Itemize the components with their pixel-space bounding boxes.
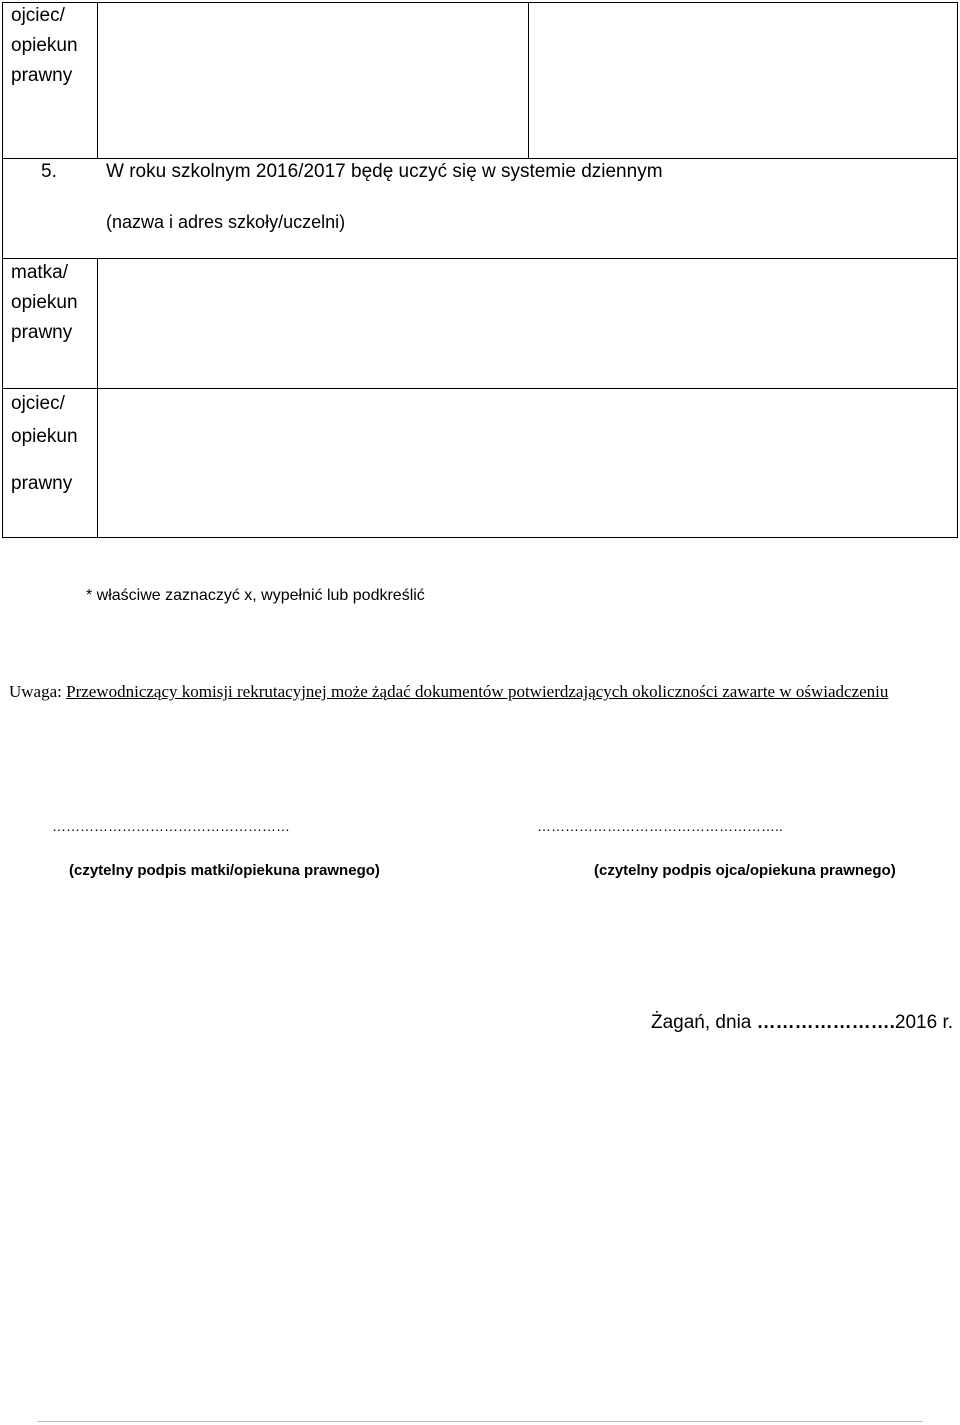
uwaga-prefix: Uwaga: (9, 682, 67, 701)
section-number: 5. (41, 161, 57, 182)
date-dots: …………………. (756, 1012, 895, 1033)
place-date (651, 1012, 953, 1034)
section-title: W roku szkolnym 2016/2017 będę uczyć się w systemie dziennym (106, 161, 663, 182)
label-column-divider-bottom (97, 258, 98, 538)
mother-label (11, 258, 78, 348)
uwaga-text: Przewodniczący komisji rekrutacyjnej może żądać dokumentów potwierdzających okoliczności zawarte w oświadczeniu (66, 682, 889, 701)
label-line: ojciec/ (11, 5, 65, 26)
note-text: * właściwe zaznaczyć x, wypełnić lub podkreślić (86, 587, 425, 604)
label-line: opiekun (11, 426, 78, 447)
label-line: prawny (11, 65, 73, 86)
label-line: ojciec/ (11, 393, 65, 414)
row-divider-2 (3, 258, 957, 259)
row-divider-3 (3, 388, 957, 389)
label-line: prawny (11, 322, 73, 343)
footer-rule (37, 1421, 923, 1422)
mother-signature-line: …………………………………………… (52, 818, 290, 834)
form-table (2, 2, 958, 538)
uwaga-paragraph (9, 679, 939, 705)
father-label-bottom (11, 389, 78, 509)
label-line: prawny (11, 473, 73, 494)
label-line: opiekun (11, 292, 78, 313)
label-line: opiekun (11, 35, 78, 56)
label-line: matka/ (11, 262, 69, 283)
father-signature-line: …………………………………………….. (537, 818, 783, 834)
mother-signature-caption: (czytelny podpis matki/opiekuna prawnego) (69, 862, 380, 879)
place-text: Żagań, dnia (651, 1012, 757, 1033)
father-label-top (11, 1, 78, 91)
row-divider-1 (3, 158, 957, 159)
label-column-divider-top (97, 3, 98, 158)
section-subtitle: (nazwa i adres szkoły/uczelni) (106, 212, 346, 232)
year-text: 2016 r. (894, 1012, 954, 1033)
father-signature-caption: (czytelny podpis ojca/opiekuna prawnego) (594, 862, 896, 879)
value-column-divider-top (528, 3, 529, 158)
